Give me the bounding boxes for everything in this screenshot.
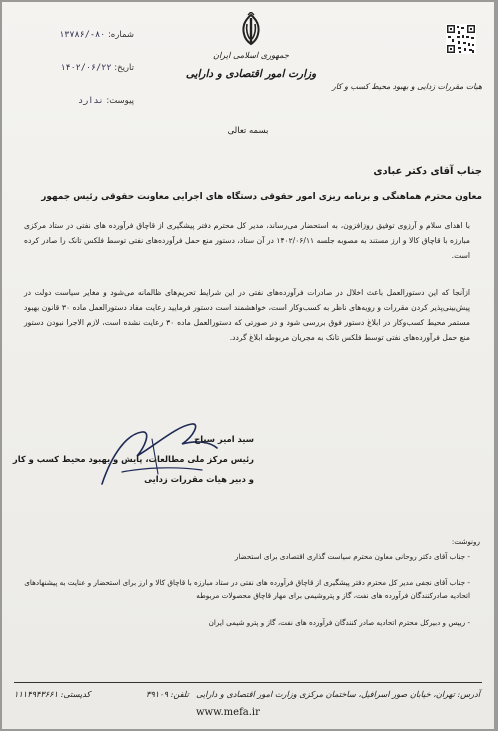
footer-website: www.mefa.ir [196, 707, 260, 718]
signer-title-2: و دبیر هیات مقررات زدایی [144, 474, 254, 484]
letter-date-value: ۱۴۰۲/۰۶/۲۲ [60, 63, 112, 73]
republic-title: جمهوری اسلامی ایران [213, 50, 289, 60]
addressee-title: معاون محترم هماهنگی و برنامه ریزی امور حقوقی دستگاه های اجرایی معاونت حقوقی رئیس جمهور [41, 192, 482, 202]
qr-code-icon [446, 24, 476, 54]
footer-postal-code: کدپستی: ۱۱۱۴۹۴۳۶۶۱ [14, 689, 91, 699]
letter-number [14, 30, 134, 40]
addressee: جناب آقای دکتر عبادی [373, 166, 482, 177]
letter-page [2, 2, 494, 729]
footer-address: آدرس: تهران، خیابان صور اسرافیل، ساختمان مرکزی وزارت امور اقتصادی و دارایی [196, 689, 480, 699]
cc-item-1: - جناب آقای دکتر روحانی معاون محترم سیاست گذاری اقتصادی برای استحضار [234, 552, 470, 561]
signer-name: سید امیر سیاح [194, 434, 254, 444]
letter-number-value: ۸۰-/۱۳۷۸۶ [59, 30, 106, 40]
cc-label: رونوشت: [451, 537, 480, 546]
board-name: هیات مقررات زدایی و بهبود محیط کسب و کار [331, 82, 482, 91]
iran-emblem-icon [236, 12, 266, 48]
body-paragraph-2: ازآنجا که این دستورالعمل باعث اخلال در صادرات فرآورده‌های نفتی در این شرایط تحریم‌های ظالمانه می‌شود و مغایر سیاست دولت در پیش‌بینی‌پذیر کردن مقررات و رویه‌های ناظر به کسب‌وکار است، خواهشمند است دستور فرمایید رعایت مفاد دستورالعمل ماده ۳۰ قانون بهبود مستمر محیط کسب‌وکار در ابلاغ دستور فوق بررسی شود و در صورتی که دستورالعمل ماده ۳۰ رعایت نشده است، لازم الاجرا نبودن دستور منع حمل فرآورده‌های نفتی توسط فلکس تانک به مجریان مربوطه ابلاغ گردد. [24, 288, 470, 342]
letter-date-label: تاریخ: [114, 63, 134, 73]
footer-divider [14, 682, 482, 683]
letter-attachment [14, 96, 134, 106]
letter-number-label: شماره: [107, 30, 134, 40]
letter-attachment-value: ندارد [78, 96, 104, 106]
footer-phone: تلفن: ۳۹۱۰۹ [146, 689, 189, 699]
cc-item-2: - جناب آقای نجفی مدیر کل محترم دفتر پیشگیری از قاچاق فرآورده های نفتی در ستاد مبارزه با قاچاق کالا و ارز برای استحضار و عنایت به پیشنهادهای اتحادیه صادرکنندگان فرآورده های نفت، گاز و پتروشیمی برای مهار قاچاق محصولات مربوطه [24, 578, 470, 600]
letter-attachment-label: پیوست: [106, 96, 134, 106]
invocation: بسمه تعالی [227, 126, 269, 136]
body-paragraph-1: با اهدای سلام و آرزوی توفیق روزافزون، به استحضار می‌رساند، مدیر کل محترم دفتر پیشگیری از قاچاق فرآورده های نفتی در ستاد مرکزی مبارزه با قاچاق کالا و ارز مستند به مصوبه جلسه ۱۴۰۲/۰۶/۱۱ در آن ستاد، دستور منع حمل فرآورده‌های نفتی توسط فلکس تانک را صادر کرده است. [24, 221, 470, 260]
ministry-title: وزارت امور اقتصادی و دارایی [185, 68, 317, 80]
letter-date [14, 63, 134, 73]
signer-title-1: رئیس مرکز ملی مطالعات، پایش و بهبود محیط کسب و کار [12, 454, 254, 464]
cc-item-3: - رییس و دبیرکل محترم اتحادیه صادر کنندگان فرآورده های نفت، گاز و پترو شیمی ایران [208, 618, 470, 627]
